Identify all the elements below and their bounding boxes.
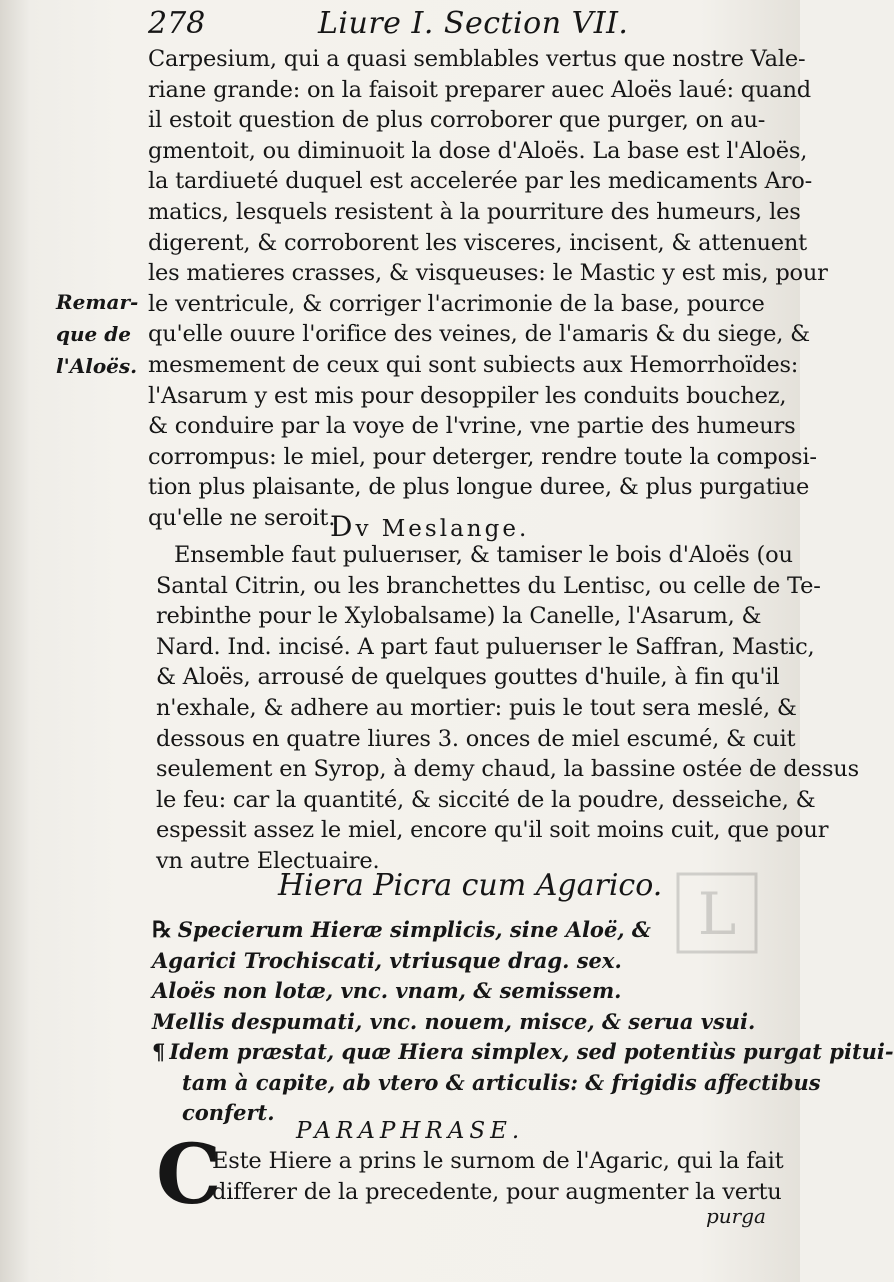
paraphrase-title: PARAPHRASE. [296, 1118, 525, 1144]
text-line: seulement en Syrop, à demy chaud, la bassine ostée de dessus [156, 756, 859, 783]
recipe-line: Mellis despumati, vnc. nouem, misce, & serua vsui. [152, 1008, 756, 1034]
section-title-initial: D [330, 510, 356, 543]
text-line: tion plus plaisante, de plus longue duree, & plus purgatiue [148, 474, 810, 501]
text-line: qu'elle ouure l'orifice des veines, de l'amaris & du siege, & [148, 321, 810, 348]
text-line: Nard. Ind. incisé. A part faut puluerıser le Saffran, Mastic, [156, 633, 815, 660]
text-line: qu'elle ne seroit. [148, 504, 336, 531]
text-line: matics, lesquels resistent à la pourriture des humeurs, les [148, 198, 801, 225]
section-title [330, 510, 529, 543]
text-line: Carpesium, qui a quasi semblables vertus que nostre Vale- [148, 46, 806, 72]
catchword: purga [706, 1204, 766, 1228]
margin-note [56, 286, 140, 382]
page-header [140, 4, 780, 44]
pilcrow-icon: ¶ [152, 1039, 166, 1064]
paragraph-2 [156, 540, 859, 877]
recipe-line: Aloës non lotæ, vnc. vnam, & semissem. [152, 978, 622, 1003]
recipe [152, 915, 894, 1129]
section-title-rest: v Meslange. [355, 516, 530, 542]
recipe-line: Agarici Trochiscati, vtriusque drag. sex. [152, 947, 622, 973]
text-line: corrompus: le miel, pour deterger, rendre toute la composi- [148, 443, 817, 470]
text-line: les matieres crasses, & visqueuses: le Mastic y est mis, pour [148, 260, 828, 287]
text-line: dessous en quatre liures 3. onces de miel escumé, & cuit [156, 725, 796, 752]
margin-note-line: l'Aloës. [56, 354, 138, 378]
drop-cap: C [156, 1127, 222, 1223]
recipe-line: tam à capite, ab vtero & articulis: & frigidis affectibus [182, 1069, 821, 1095]
text-line: & Aloës, arrousé de quelques gouttes d'huile, à fin qu'il [156, 664, 780, 691]
recipe-rx-icon: ℞ [152, 917, 172, 943]
text-line: digerent, & corroborent les visceres, incisent, & attenuent [148, 229, 808, 256]
text-line: & conduire par la voye de l'vrine, vne partie des humeurs [148, 413, 796, 440]
text-line: Ensemble faut puluerıser, & tamiser le bois d'Aloës (ou [174, 542, 793, 568]
paragraph-3 [212, 1146, 784, 1207]
paragraph-1 [148, 44, 828, 534]
text-line: vn autre Electuaire. [156, 847, 380, 874]
text-line: differer de la precedente, pour augmenter la vertu [212, 1178, 782, 1205]
recipe-title: Hiera Picra cum Agarico. [278, 868, 663, 903]
text-line: Santal Citrin, ou les branchettes du Lentisc, ou celle de Te- [156, 572, 821, 599]
text-line: l'Asarum y est mis pour desoppiler les conduits bouchez, [148, 382, 787, 409]
text-line: le feu: car la quantité, & siccité de la poudre, desseiche, & [156, 786, 816, 813]
margin-note-line: Remar- [56, 290, 139, 314]
text-line: n'exhale, & adhere au mortier: puis le tout sera meslé, & [156, 694, 797, 721]
running-head: Liure I. Section VII. [318, 6, 629, 41]
text-line: le ventricule, & corriger l'acrimonie de la base, pource [148, 290, 765, 317]
page-number: 278 [148, 6, 206, 41]
recipe-line: ¶ Idem præstat, quæ Hiera simplex, sed potentiùs purgat pitui- [152, 1039, 894, 1064]
text-line: rebinthe pour le Xylobalsame) la Canelle, l'Asarum, & [156, 603, 762, 630]
recipe-line: ℞ Specierum Hieræ simplicis, sine Aloë, & [152, 917, 651, 943]
text-line: la tardiueté duquel est accelerée par les medicaments Aro- [148, 168, 813, 195]
text-line: espessit assez le miel, encore qu'il soit moins cuit, que pour [156, 817, 829, 844]
text-line: mesmement de ceux qui sont subiects aux Hemorrhoïdes: [148, 351, 799, 378]
svg-text:L: L [697, 880, 737, 948]
text-line: riane grande: on la faisoit preparer auec Aloës laué: quand [148, 76, 812, 103]
text-line: gmentoit, ou diminuoit la dose d'Aloës. La base est l'Aloës, [148, 137, 808, 164]
margin-note-line: que de [56, 322, 131, 346]
recipe-line: confert. [182, 1100, 275, 1125]
text-line: il estoit question de plus corroborer que purger, on au- [148, 107, 766, 134]
text-line: Este Hiere a prins le surnom de l'Agaric, qui la fait [212, 1148, 784, 1174]
